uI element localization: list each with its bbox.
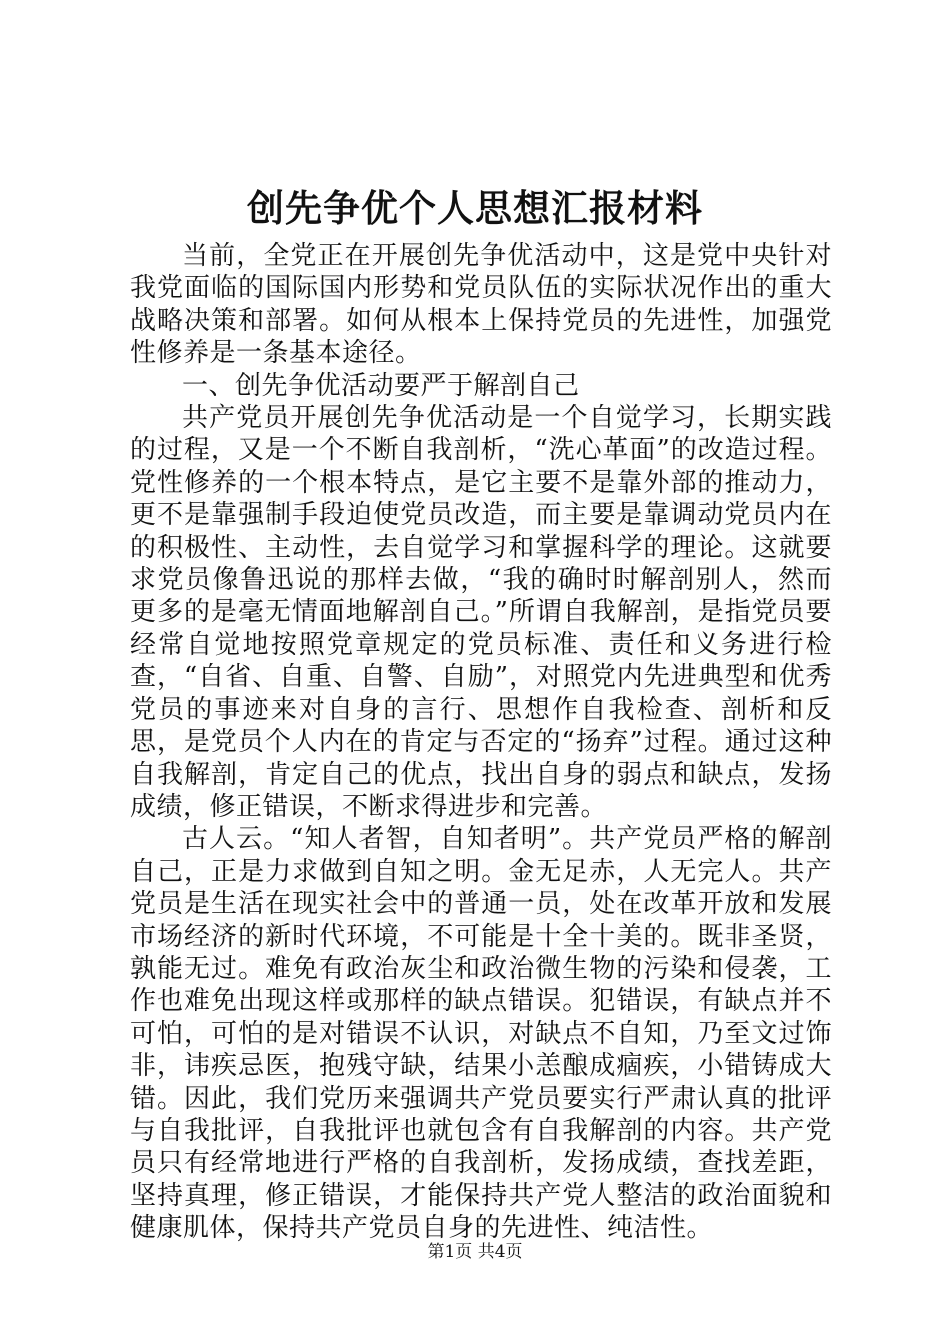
page-number-footer: 第1页 共4页 — [427, 1242, 523, 1262]
paragraph-intro: 当前，全党正在开展创先争优活动中，这是党中央针对我党面临的国际国内形势和党员队伍的实际状况作出的重大战略决策和部署。如何从根本上保持党员的先进性，加强党性修养是一条基本途径。 — [130, 241, 832, 369]
document-body — [130, 240, 832, 1245]
paragraph-self-analysis: 共产党员开展创先争优活动是一个自觉学习，长期实践的过程，又是一个不断自我剖析，“洗心革面”的改造过程。党性修养的一个根本特点，是它主要不是靠外部的推动力，更不是靠强制手段迫使党员改造，而主要是靠调动党员内在的积极性、主动性，去自觉学习和掌握科学的理论。这就要求党员像鲁迅说的那样去做，“我的确时时解剖别人，然而更多的是毫无情面地解剖自己。”所谓自我解剖，是指党员要经常自觉地按照党章规定的党员标准、责任和义务进行检查，“自省、自重、自警、自励”，对照党内先进典型和优秀党员的事迹来对自身的言行、思想作自我检查、剖析和反思，是党员个人内在的肯定与否定的“扬弃”过程。通过这种自我解剖，肯定自己的优点，找出自身的弱点和缺点，发扬成绩，修正错误，不断求得进步和完善。 — [130, 403, 832, 822]
section-heading: 一、创先争优活动要严于解剖自己 — [182, 370, 580, 401]
paragraph-self-knowledge: 古人云。“知人者智，自知者明”。共产党员严格的解剖自己，正是力求做到自知之明。金无足赤，人无完人。共产党员是生活在现实社会中的普通一员，处在改革开放和发展市场经济的新时代环境，不可能是十全十美的。既非圣贤，孰能无过。难免有政治灰尘和政治微生物的污染和侵袭，工作也难免出现这样或那样的缺点错误。犯错误，有缺点并不可怕，可怕的是对错误不认识，对缺点不自知，乃至文过饰非，讳疾忌医，抱残守缺，结果小恙酿成痼疾，小错铸成大错。因此，我们党历来强调共产党员要实行严肃认真的批评与自我批评，自我批评也就包含有自我解剖的内容。共产党员只有经常地进行严格的自我剖析，发扬成绩，查找差距，坚持真理，修正错误，才能保持共产党人整洁的政治面貌和健康肌体，保持共产党员自身的先进性、纯洁性。 — [130, 824, 832, 1244]
document-title: 创先争优个人思想汇报材料 — [247, 186, 703, 230]
